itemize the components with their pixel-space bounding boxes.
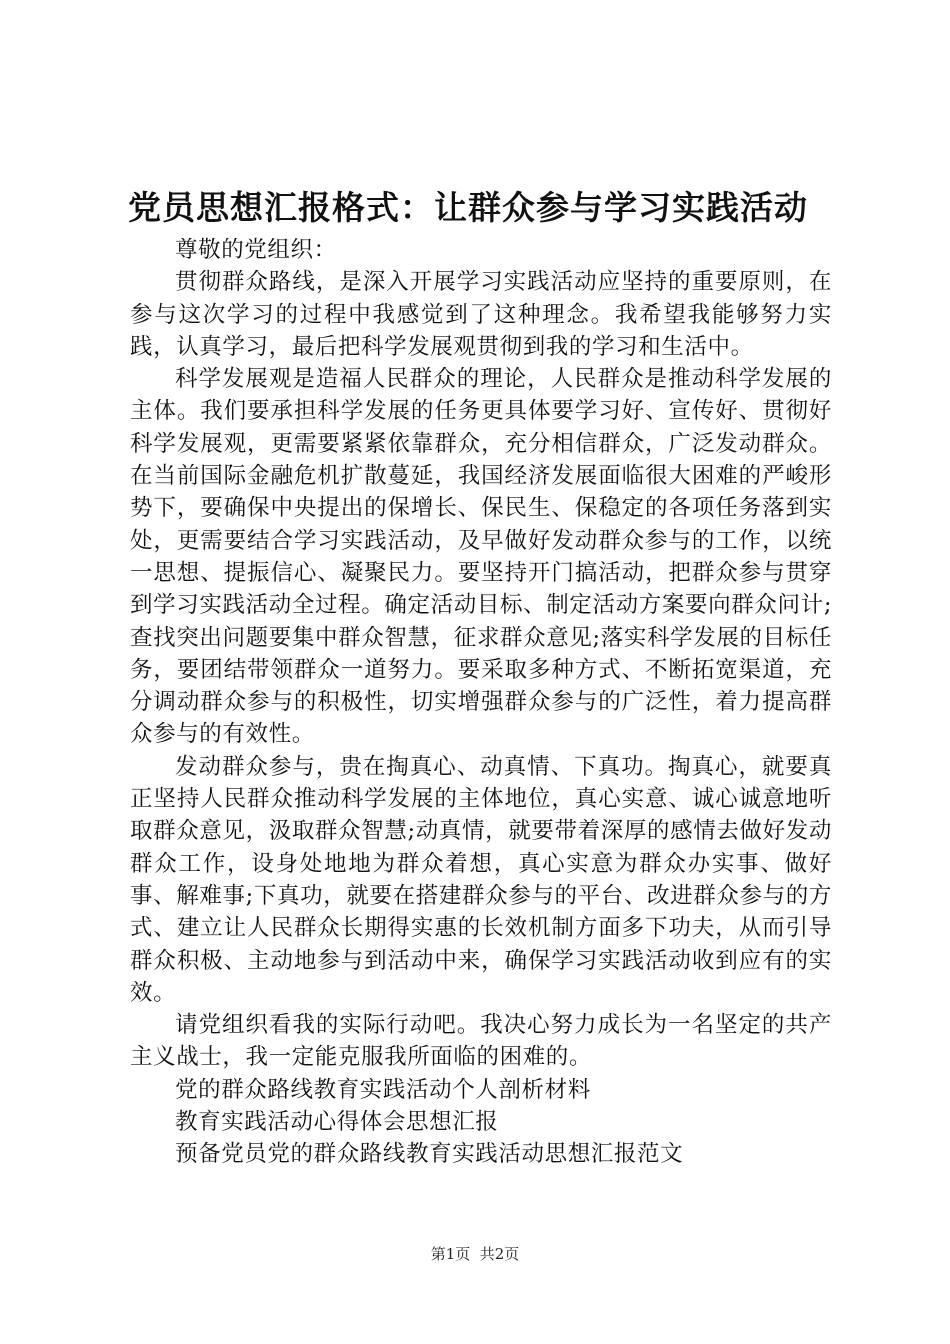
related-article-link[interactable]: 预备党员党的群众路线教育实践活动思想汇报范文 [175,1141,684,1168]
page-number: 第1页 共2页 [430,1245,520,1263]
paragraph-3: 发动群众参与，贵在掏真心、动真情、下真功。掏真心，就要真正坚持人民群众推动科学发展的主体地位，真心实意、诚心诚意地听取群众意见，汲取群众智慧;动真情，就要带着深厚的感情去做好发动群众工作，设身处地地为群众着想，真心实意为群众办实事、做好事、解难事;下真功，就要在搭建群众参与的平台、改进群众参与的方式、建立让人民群众长期得实惠的长效机制方面多下功夫，从而引导群众积极、主动地参与到活动中来，确保学习实践活动收到应有的实效。 [130,753,832,1006]
paragraph-1: 贯彻群众路线，是深入开展学习实践活动应坚持的重要原则，在参与这次学习的过程中我感觉到了这种理念。我希望我能够努力实践，认真学习，最后把科学发展观贯彻到我的学习和生活中。 [130,269,832,360]
related-articles [130,1074,832,1171]
related-article-link[interactable]: 教育实践活动心得体会思想汇报 [175,1109,499,1136]
paragraph-4: 请党组织看我的实际行动吧。我决心努力成长为一名坚定的共产主义战士，我一定能克服我所面临的困难的。 [130,1012,832,1071]
document-title: 党员思想汇报格式：让群众参与学习实践活动 [128,188,808,227]
salutation: 尊敬的党组织： [175,237,337,263]
page-footer [0,1244,950,1264]
related-article-link[interactable]: 党的群众路线教育实践活动个人剖析材料 [175,1076,591,1103]
document-body [130,234,832,1171]
paragraph-2: 科学发展观是造福人民群众的理论，人民群众是推动科学发展的主体。我们要承担科学发展的任务更具体要学习好、宣传好、贯彻好科学发展观，更需要紧紧依靠群众，充分相信群众，广泛发动群众。在当前国际金融危机扩散蔓延，我国经济发展面临很大困难的严峻形势下，要确保中央提出的保增长、保民生、保稳定的各项任务落到实处，更需要结合学习实践活动，及早做好发动群众参与的工作，以统一思想、提振信心、凝聚民力。要坚持开门搞活动，把群众参与贯穿到学习实践活动全过程。确定活动目标、制定活动方案要向群众问计;查找突出问题要集中群众智慧，征求群众意见;落实科学发展的目标任务，要团结带领群众一道努力。要采取多种方式、不断拓宽渠道，充分调动群众参与的积极性，切实增强群众参与的广泛性，着力提高群众参与的有效性。 [130,366,832,748]
